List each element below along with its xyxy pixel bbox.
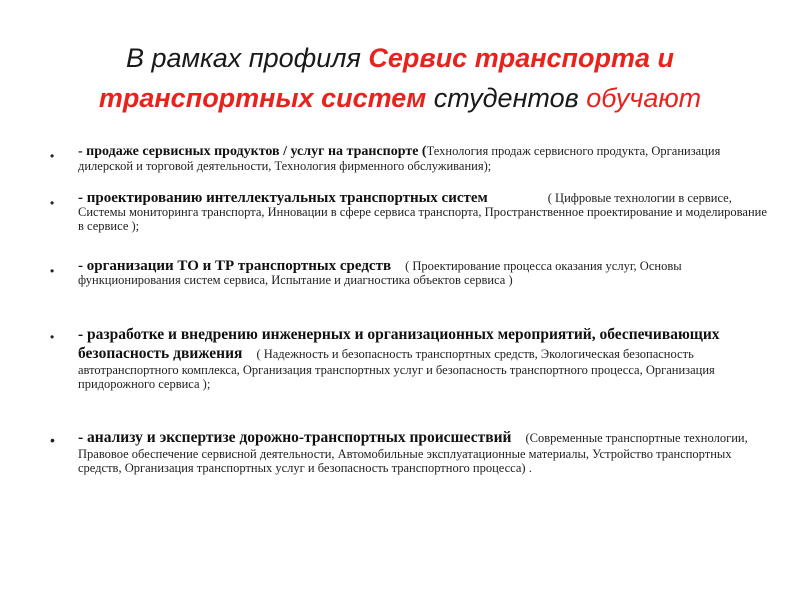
bullet-dot: • [50, 330, 55, 344]
title-accent2: транспортных систем [98, 83, 427, 113]
item-2-text: ( Цифровые технологии в сервисе, Системы мониторинга транспорта, Инновации в сфере сервиса транспорта, Пространственное проектирование и моделирование в сервисе ); [78, 191, 767, 233]
title-part3: обучают [586, 83, 702, 113]
item-5-head: - анализу и экспертизе дорожно-транспортных происшествий [78, 429, 512, 446]
title-part2: студентов [426, 83, 587, 113]
list-item-4 [78, 325, 768, 391]
item-1-text: Технология продаж сервисного продукта, Организация дилерской и торговой деятельности, Технология фирменного обслуживания); [78, 144, 721, 173]
title-part1: В рамках профиля [125, 43, 369, 73]
item-3-head: - организации ТО и ТР транспортных средств [78, 258, 392, 274]
list-item-5 [78, 428, 768, 475]
list-item-1 [78, 144, 768, 173]
item-4-head: - разработке и внедрению инженерных и организационных мероприятий, обеспечивающих безопасность движения [78, 326, 720, 362]
bullet-dot: • [50, 196, 55, 210]
title-accent1: Сервис транспорта и [368, 43, 675, 73]
item-1-head: - продаже сервисных продуктов / услуг на транспорте ( [78, 144, 427, 159]
item-2-head: - проектированию интеллектуальных транспортных систем [78, 190, 488, 206]
bullet-dot: • [50, 149, 55, 163]
item-5-text: (Современные транспортные технологии, Правовое обеспечение сервисной деятельности, Автомобильные эксплуатационные материалы, Устройство транспортных средств, Организация транспортных услуг и безопасность транспортного процесса) . [78, 431, 748, 475]
list-item-2 [78, 191, 768, 233]
list-item-3 [78, 259, 768, 287]
bullet-dot: • [50, 264, 55, 278]
item-3-text: ( Проектирование процесса оказания услуг, Основы функционирования систем сервиса, Испытание и диагностика объектов сервиса ) [78, 259, 682, 287]
bullet-dot: • [50, 432, 55, 448]
item-4-text: ( Надежность и безопасность транспортных средств, Экологическая безопасность автотранспортного комплекса, Организация транспортных услуг и безопасность транспортного процесса, Организация придорожного сервиса ); [78, 347, 715, 391]
